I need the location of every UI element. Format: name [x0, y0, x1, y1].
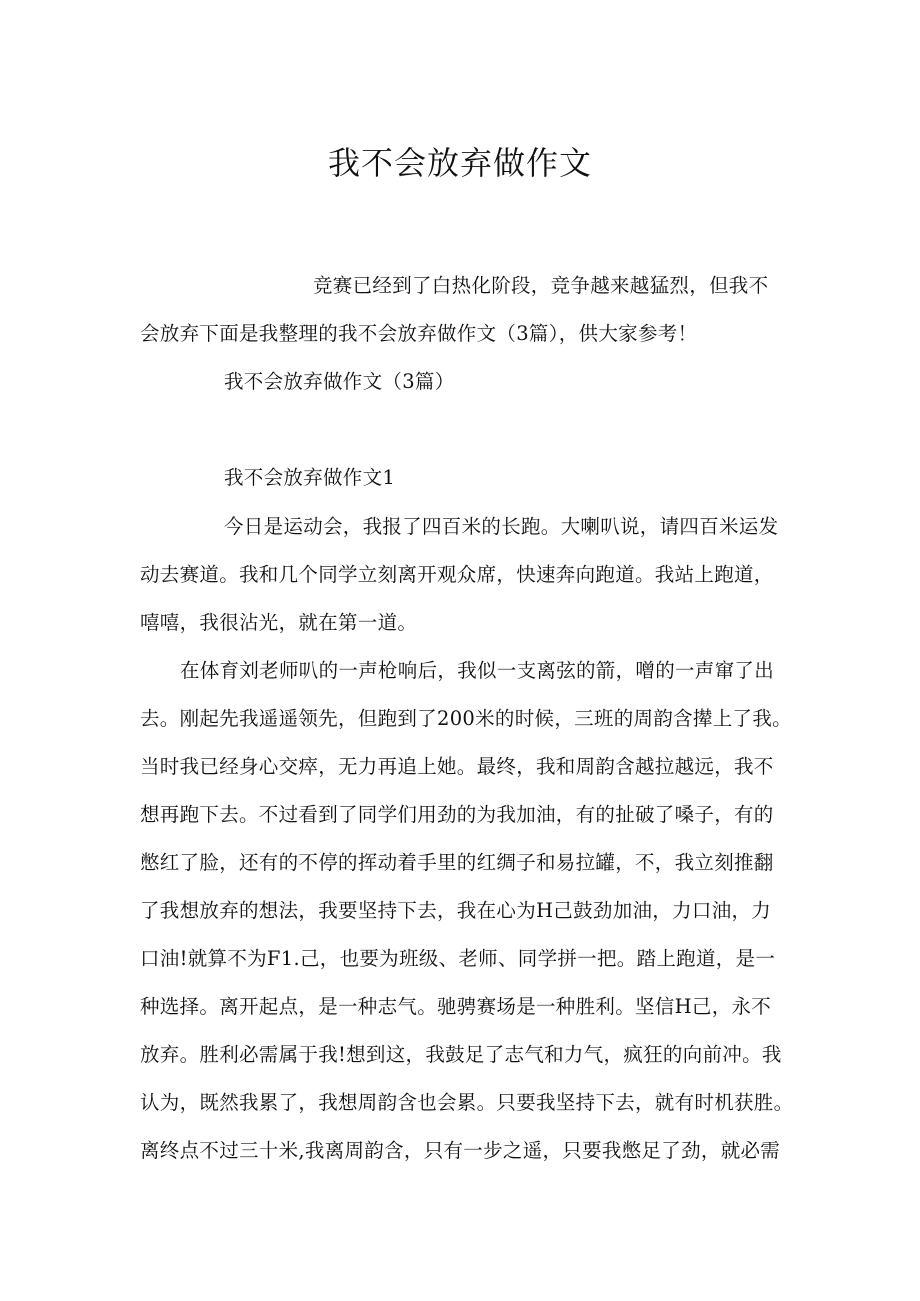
paragraph-line: 放弃。胜利必需属于我!想到这，我鼓足了志气和力气，疯狂的向前冲。我: [140, 1043, 782, 1066]
paragraph-line: 认为，既然我累了，我想周韵含也会累。只要我坚持下去，就有时机获胜。: [140, 1091, 794, 1114]
paragraph-line: 嘻嘻，我很沾光，就在第一道。: [140, 611, 418, 634]
paragraph-line: 种选择。离开起点，是一种志气。驰骋赛场是一种胜利。坚信H己，永不: [140, 995, 772, 1018]
paragraph-line: 想再跑下去。不过看到了同学们用劲的为我加油，有的扯破了嗓子，有的: [140, 803, 774, 826]
essay-heading: 我不会放弃做作文1: [224, 466, 396, 489]
paragraph-line: 今日是运动会，我报了四百米的长跑。大喇叭说，请四百米运发: [224, 515, 779, 538]
intro-line-1: 竞赛已经到了白热化阶段，竞争越来越猛烈，但我不: [313, 274, 769, 297]
paragraph-line: 离终点不过三十米,我离周韵含，只有一步之遥，只要我憋足了劲，就必需: [140, 1139, 781, 1162]
paragraph-line: 口油!就算不为F1.己，也要为班级、老师、同学拼一把。踏上跑道，是一: [140, 947, 776, 970]
document-title: 我不会放弃做作文: [327, 144, 592, 182]
document-subtitle: 我不会放弃做作文（3篇）: [224, 370, 455, 393]
paragraph-line: 了我想放弃的想法，我要坚持下去，我在心为H己鼓劲加油，力口油，力: [140, 899, 772, 922]
intro-line-2: 会放弃下面是我整理的我不会放弃做作文（3篇），供大家参考！: [140, 322, 698, 345]
paragraph-line: 动去赛道。我和几个同学立刻离开观众席，快速奔向跑道。我站上跑道，: [140, 563, 774, 586]
paragraph-line: 去。刚起先我遥遥领先，但跑到了200米的时候，三班的周韵含撵上了我。: [140, 707, 792, 730]
paragraph-line: 在体育刘老师叭的一声枪响后，我似一支离弦的箭，噌的一声窜了出: [180, 659, 775, 682]
paragraph-line: 憋红了脸，还有的不停的挥动着手里的红绸子和易拉罐，不，我立刻推翻: [140, 851, 774, 874]
paragraph-line: 当时我已经身心交瘁，无力再追上她。最终，我和周韵含越拉越远，我不: [140, 755, 774, 778]
